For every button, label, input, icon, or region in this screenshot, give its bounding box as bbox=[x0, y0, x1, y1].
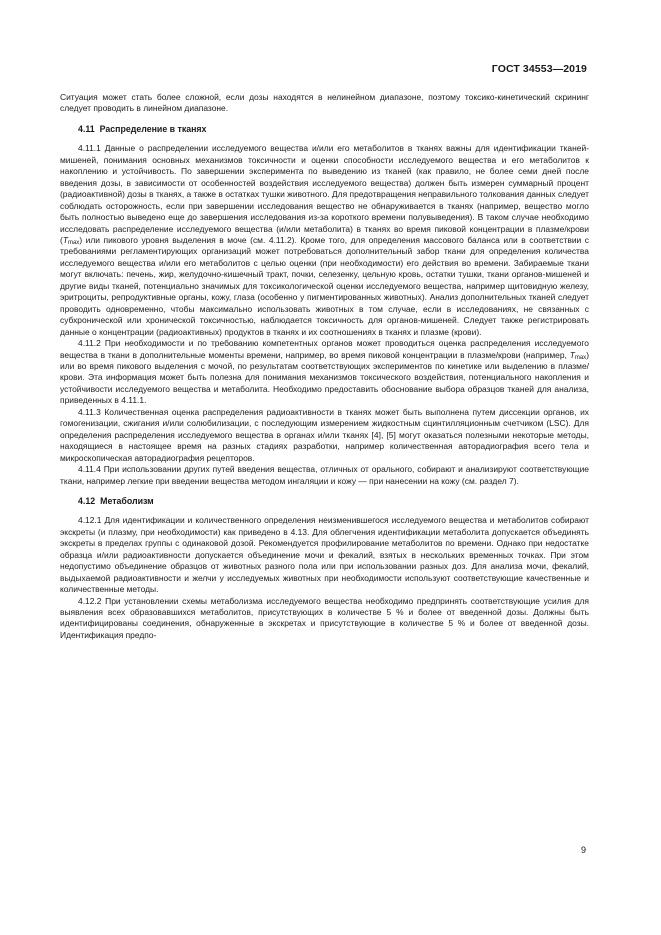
tmax-symbol: T bbox=[62, 234, 68, 245]
tmax-subscript: max bbox=[67, 239, 80, 246]
paragraph-text: 4.11.2 При необходимости и по требованию компетентных органов может проводиться оценка распределения исследуемого вещества в ткани в дополнительные моменты времени, например, во время пиковой концентрации в плазме/крови (например, bbox=[60, 338, 589, 360]
section-title: Распределение в тканях bbox=[99, 123, 207, 134]
paragraph-4-11-3: 4.11.3 Количественная оценка распределения радиоактивности в тканях может быть выполнена путем диссекции органов, их гомогенизации, сжигания и/или солюбилизации, с последующим измерением жидкостным сцинтилляционным счетчиком (LSC). Для определения распределения исследуемого вещества в органах и/или тканях [4], [5] могут оказаться полезными некоторые методы, находящиеся в настоящее время на разных стадиях разработки, например количественная авторадиография всего тела и микроскопическая авторадиография рецепторов. bbox=[60, 406, 589, 463]
section-number: 4.12 bbox=[78, 495, 96, 506]
section-heading-4-12 bbox=[78, 496, 589, 507]
paragraph-text: 4.11.1 Данные о распределении исследуемого вещества и/или его метаболитов в тканях важны для идентификации тканей-мишеней, понимания основных механизмов токсичности и оценки способности исследуемого вещества и его метаболитов к накоплению и устойчивость. По завершении эксперимента по выведению из тканей (как правило, не более семи дней после введения дозы, в зависимости от особенностей воздействия исследуемого вещества) должен быть измерен суммарный процент (радиоактивной) дозы в тканях, а также в остатках тушки животного. Для предотвращения неправильного толкования данных следует соблюдать осторожность, если при завершении исследования вещество не обнаруживается в тканях (например, вещество могло быть полностью выведено еще до завершения исследования из-за короткого времени полувыведения). В таком случае необходимо исследовать распределение исследуемого вещества (и/или метаболита) в тканях во время пиковой концентрации в плазме/крови ( bbox=[60, 143, 589, 245]
paragraph-4-11-2 bbox=[60, 338, 589, 407]
paragraph-text: ) или пикового уровня выделения в моче (см. 4.11.2). Кроме того, для определения массового баланса или в соответствии с требованиями регламентирующих организаций может потребоваться дополнительный забор ткани для определения количества исследуемого вещества и/или его метаболитов с целью оценки (при необходимости) его действия во времени. Забираемые ткани могут включать: печень, жир, желудочно-кишечный тракт, почки, селезенку, цельную кровь, остатки тушки, ткани органов-мишеней и другие виды тканей, потенциально значимых для токсикологической оценки исследуемого вещества, например щитовидную железу, эритроциты, репродуктивные органы, кожу, глаза (особенно у пигментированных животных). Анализ дополнительных тканей следует проводить одновременно, чтобы максимально использовать животных в том случае, если в исследованиях, не связанных с субхронической или хронической токсичностью, наблюдается токсичность для органов-мишеней. Следует также регистрировать данные о концентрации (радиоактивных) продуктов в тканях и их соотношениях в тканях и плазме (крови). bbox=[60, 234, 589, 337]
paragraph-4-11-4: 4.11.4 При использовании других путей введения вещества, отличных от орального, собирают и анализируют соответствующие ткани, например легкие при введении вещества методом ингаляции и кожу — при нанесении на кожу (см. раздел 7). bbox=[60, 464, 589, 486]
paragraph-4-12-1: 4.12.1 Для идентификации и количественного определения неизменившегося исследуемого вещества и метаболитов собирают экскреты (и плазму, при необходимости) как приведено в 4.13. Для облегчения идентификации метаболита допускается объединять экскреты в пределах группы с одинаковой дозой. Рекомендуется профилирование метаболитов по времени. Однако при недостатке образца и/или радиоактивности допускается объединение мочи и фекалий, взятых в нескольких временных точках. При этом недопустимо объединение образцов от животных разного пола или при использовании разных доз. Для анализа мочи, фекалий, выдыхаемой радиоактивности и желчи у исследуемых животных при необходимости используют соответствующие качественные и количественные методы. bbox=[60, 515, 589, 595]
paragraph-text: ) или во время пикового выделения с мочой, по результатам соответствующих экспериментов по кинетике или выделению в плазме/крови. Эта информация может быть полезна для понимания механизмов токсического воздействия, потенциального накопления и устойчивости исследуемого вещества и метаболита. Необходимо предоставить обоснование выбора образцов тканей для анализа, приведенных в 4.11.1. bbox=[60, 349, 589, 406]
document-id-header: ГОСТ 34553—2019 bbox=[491, 63, 587, 75]
section-heading-4-11 bbox=[78, 124, 589, 135]
page-number: 9 bbox=[580, 845, 586, 855]
section-title: Метаболизм bbox=[100, 495, 154, 506]
paragraph-4-12-2: 4.12.2 При установлении схемы метаболизма исследуемого вещества необходимо предпринять соответствующие усилия для выявления всех образовавшихся метаболитов, присутствующих в количестве 5 % и более от введенной дозы. Должны быть идентифицированы соединения, обнаруженные в экскретах и присутствующие в количестве 5 % и более от введенной дозы. Идентификация предпо- bbox=[60, 595, 589, 640]
page-body bbox=[60, 92, 589, 641]
intro-paragraph: Ситуация может стать более сложной, если дозы находятся в нелинейном диапазоне, поэтому токсико-кинетический скрининг следует проводить в линейном диапазоне. bbox=[60, 92, 589, 114]
tmax-symbol: T bbox=[569, 349, 575, 360]
tmax-subscript: max bbox=[574, 354, 587, 361]
section-number: 4.11 bbox=[78, 123, 95, 134]
paragraph-4-11-1 bbox=[60, 143, 589, 338]
